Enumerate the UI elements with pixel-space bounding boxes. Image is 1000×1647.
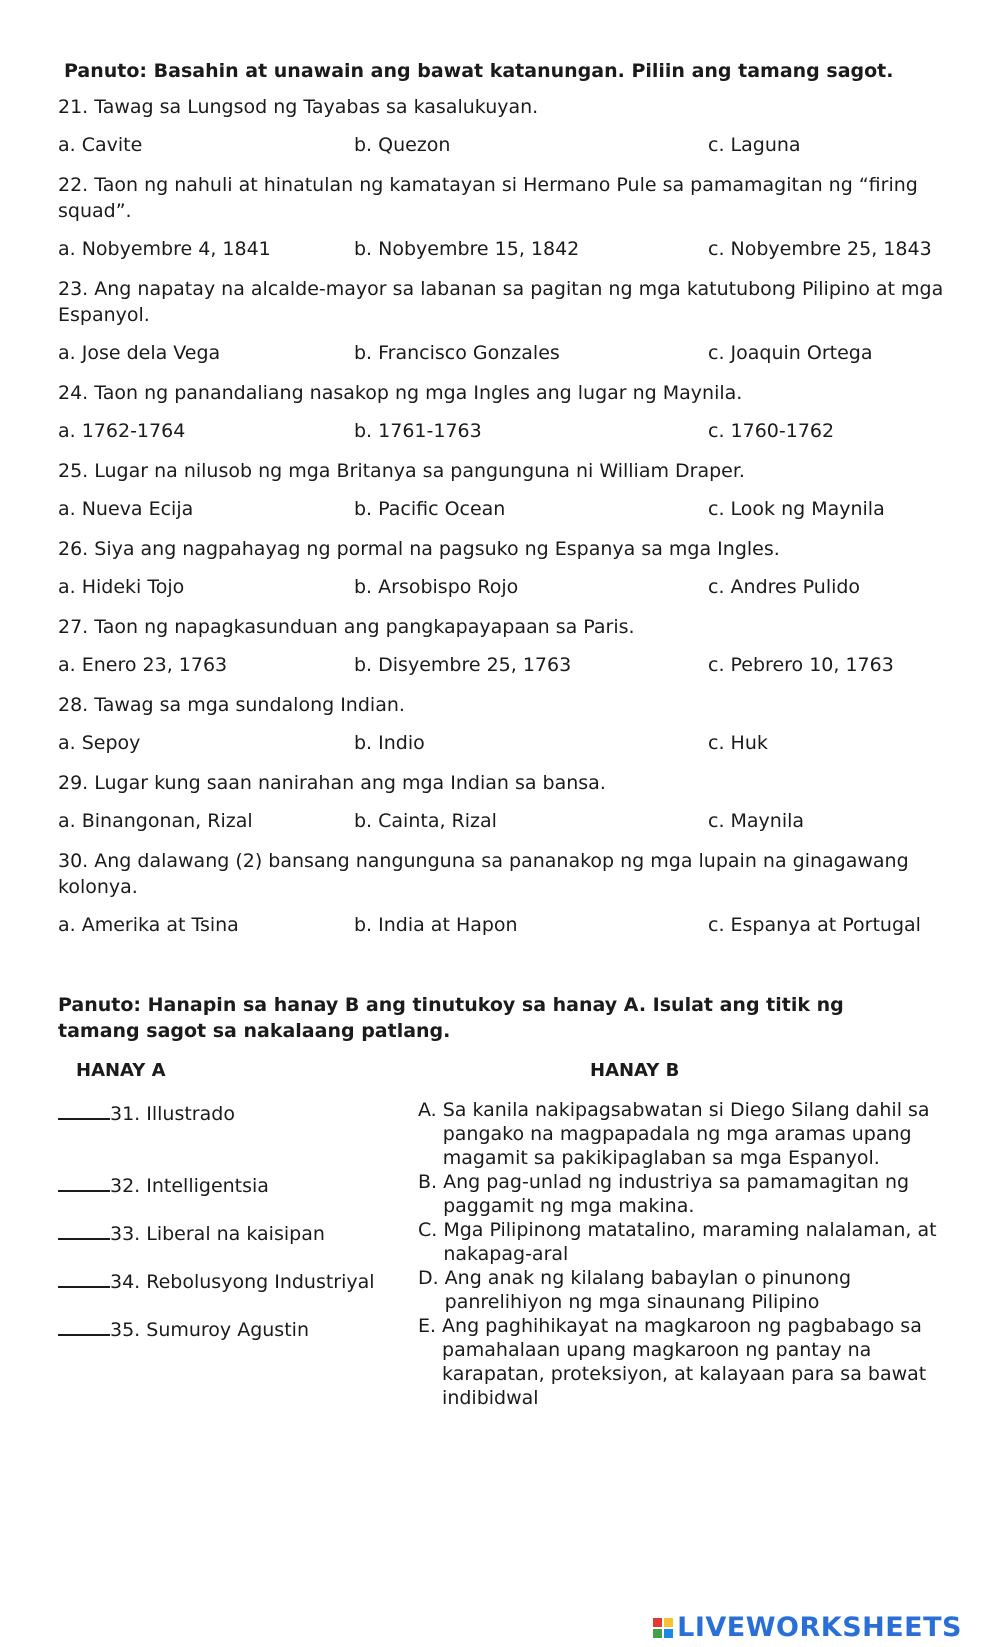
question-text: 29. Lugar kung saan nanirahan ang mga Indian sa bansa.	[58, 772, 606, 794]
hanay-a-label: 34. Rebolusyong Industriyal	[110, 1271, 375, 1293]
hanay-a-label: 31. Illustrado	[110, 1103, 235, 1125]
hanay-b-text: Ang paghihikayat na magkaroon ng pagbabago sa pamahalaan upang magkaroon ng pantay na karapatan, proteksiyon, at kalayaan para sa bawat indibidwal	[442, 1315, 927, 1409]
hanay-b-item	[418, 1098, 938, 1170]
question-item	[58, 536, 948, 600]
question-item	[58, 380, 948, 444]
hanay-b-item	[418, 1314, 938, 1410]
question-item	[58, 172, 948, 262]
hanay-a-item	[58, 1218, 325, 1246]
hanay-b-item	[418, 1218, 938, 1266]
question-text: 27. Taon ng napagkasunduan ang pangkapayapaan sa Paris.	[58, 616, 635, 638]
hanay-b-letter: C.	[418, 1219, 438, 1241]
worksheet	[58, 58, 948, 1410]
option-c[interactable]: c. Andres Pulido	[708, 576, 861, 598]
column-headers	[58, 1060, 948, 1088]
logo-square-green	[653, 1629, 662, 1638]
answer-blank[interactable]	[58, 1218, 110, 1240]
option-c[interactable]: c. 1760-1762	[708, 420, 835, 442]
option-c[interactable]: c. Espanya at Portugal	[708, 914, 921, 936]
option-c[interactable]: c. Laguna	[708, 134, 801, 156]
question-options	[58, 912, 948, 938]
option-b[interactable]: b. India at Hapon	[354, 914, 518, 936]
question-item	[58, 770, 948, 834]
question-text: 21. Tawag sa Lungsod ng Tayabas sa kasalukuyan.	[58, 96, 539, 118]
option-c[interactable]: c. Nobyembre 25, 1843	[708, 238, 932, 260]
option-b[interactable]: b. Nobyembre 15, 1842	[354, 238, 580, 260]
question-item	[58, 692, 948, 756]
answer-blank[interactable]	[58, 1266, 110, 1288]
matching-row	[58, 1266, 948, 1314]
question-item	[58, 458, 948, 522]
hanay-b-letter: B.	[418, 1171, 438, 1193]
option-b[interactable]: b. Francisco Gonzales	[354, 342, 560, 364]
question-text: 26. Siya ang nagpahayag ng pormal na pagsuko ng Espanya sa mga Ingles.	[58, 538, 780, 560]
option-a[interactable]: a. 1762-1764	[58, 420, 186, 442]
header-hanay-b: HANAY B	[590, 1060, 680, 1081]
option-b[interactable]: b. Pacific Ocean	[354, 498, 506, 520]
option-b[interactable]: b. Cainta, Rizal	[354, 810, 497, 832]
question-text: 23. Ang napatay na alcalde-mayor sa labanan sa pagitan ng mga katutubong Pilipino at mga Espanyol.	[58, 278, 944, 326]
hanay-a-label: 35. Sumuroy Agustin	[110, 1319, 309, 1341]
option-a[interactable]: a. Amerika at Tsina	[58, 914, 239, 936]
question-options	[58, 730, 948, 756]
hanay-a-item	[58, 1098, 235, 1126]
question-options	[58, 236, 948, 262]
hanay-b-letter: D.	[418, 1267, 439, 1289]
question-item	[58, 94, 948, 158]
question-text: 22. Taon ng nahuli at hinatulan ng kamatayan si Hermano Pule sa pamamagitan ng “firing squad”.	[58, 174, 918, 222]
question-item	[58, 614, 948, 678]
hanay-b-text: Ang anak ng kilalang babaylan o pinunong panrelihiyon ng mga sinaunang Pilipino	[444, 1267, 852, 1313]
option-c[interactable]: c. Look ng Maynila	[708, 498, 885, 520]
option-c[interactable]: c. Maynila	[708, 810, 805, 832]
answer-blank[interactable]	[58, 1170, 110, 1192]
question-options	[58, 652, 948, 678]
answer-blank[interactable]	[58, 1314, 110, 1336]
matching-row	[58, 1098, 948, 1170]
option-a[interactable]: a. Sepoy	[58, 732, 141, 754]
matching-row	[58, 1314, 948, 1410]
hanay-b-text: Mga Pilipinong matatalino, maraming nalalaman, at nakapag-aral	[443, 1219, 937, 1265]
logo-square-yellow	[664, 1618, 673, 1627]
hanay-b-item	[418, 1170, 938, 1218]
hanay-b-letter: A.	[418, 1099, 437, 1121]
hanay-a-label: 33. Liberal na kaisipan	[110, 1223, 325, 1245]
instruction-multiple-choice: Panuto: Basahin at unawain ang bawat katanungan. Piliin ang tamang sagot.	[64, 60, 894, 82]
hanay-a-item	[58, 1170, 269, 1198]
hanay-b-item	[418, 1266, 938, 1314]
question-options	[58, 132, 948, 158]
question-item	[58, 848, 948, 938]
answer-blank[interactable]	[58, 1098, 110, 1120]
liveworksheets-logo	[653, 1612, 962, 1643]
header-hanay-a: HANAY A	[76, 1060, 166, 1081]
option-a[interactable]: a. Cavite	[58, 134, 143, 156]
question-options	[58, 418, 948, 444]
option-a[interactable]: a. Enero 23, 1763	[58, 654, 228, 676]
option-b[interactable]: b. Disyembre 25, 1763	[354, 654, 572, 676]
hanay-a-item	[58, 1266, 375, 1294]
hanay-b-letter: E.	[418, 1315, 437, 1337]
question-text: 30. Ang dalawang (2) bansang nangunguna sa pananakop ng mga lupain na ginagawang kolonya.	[58, 850, 909, 898]
option-a[interactable]: a. Jose dela Vega	[58, 342, 221, 364]
matching-row	[58, 1218, 948, 1266]
option-c[interactable]: c. Joaquin Ortega	[708, 342, 873, 364]
instruction-matching: Panuto: Hanapin sa hanay B ang tinutukoy sa hanay A. Isulat ang titik ng tamang sagot sa nakalaang patlang.	[58, 994, 844, 1042]
option-a[interactable]: a. Nobyembre 4, 1841	[58, 238, 271, 260]
option-a[interactable]: a. Nueva Ecija	[58, 498, 194, 520]
hanay-b-text: Ang pag-unlad ng industriya sa pamamagitan ng paggamit ng mga makina.	[443, 1171, 910, 1217]
option-b[interactable]: b. Indio	[354, 732, 425, 754]
logo-text: LIVEWORKSHEETS	[677, 1612, 962, 1643]
matching-list	[58, 1098, 948, 1410]
question-list	[58, 94, 948, 938]
logo-square-red	[653, 1618, 662, 1627]
question-text: 25. Lugar na nilusob ng mga Britanya sa pangunguna ni William Draper.	[58, 460, 745, 482]
option-a[interactable]: a. Hideki Tojo	[58, 576, 185, 598]
question-text: 24. Taon ng panandaliang nasakop ng mga Ingles ang lugar ng Maynila.	[58, 382, 743, 404]
question-options	[58, 574, 948, 600]
question-options	[58, 808, 948, 834]
option-b[interactable]: b. Arsobispo Rojo	[354, 576, 519, 598]
option-c[interactable]: c. Huk	[708, 732, 768, 754]
option-b[interactable]: b. Quezon	[354, 134, 451, 156]
question-options	[58, 340, 948, 366]
matching-row	[58, 1170, 948, 1218]
option-c[interactable]: c. Pebrero 10, 1763	[708, 654, 894, 676]
question-text: 28. Tawag sa mga sundalong Indian.	[58, 694, 405, 716]
hanay-a-item	[58, 1314, 309, 1342]
option-a[interactable]: a. Binangonan, Rizal	[58, 810, 253, 832]
logo-icon	[653, 1618, 673, 1638]
logo-square-blue	[664, 1629, 673, 1638]
question-item	[58, 276, 948, 366]
hanay-b-text: Sa kanila nakipagsabwatan si Diego Silang dahil sa pangako na magpapadala ng mga aramas upang magamit sa pakikipaglaban sa mga Espanyol.	[442, 1099, 930, 1169]
question-options	[58, 496, 948, 522]
hanay-a-label: 32. Intelligentsia	[110, 1175, 269, 1197]
option-b[interactable]: b. 1761-1763	[354, 420, 482, 442]
